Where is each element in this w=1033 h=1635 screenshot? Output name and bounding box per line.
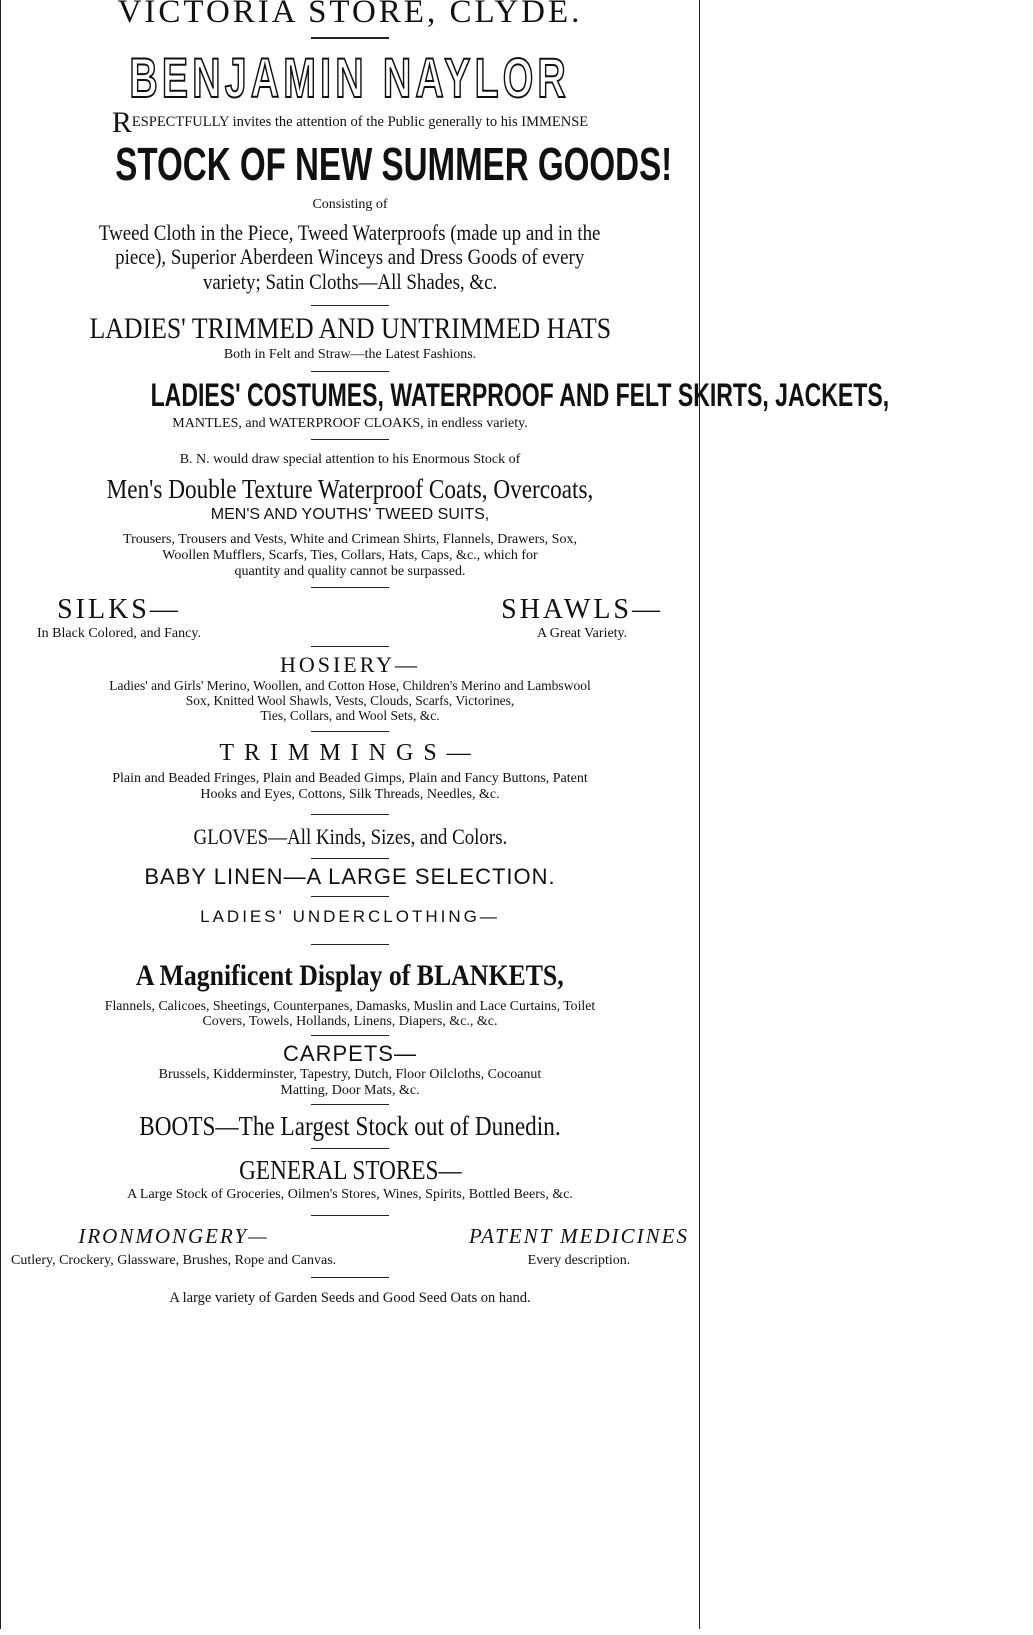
silks-title: SILKS—	[57, 594, 181, 626]
ironmongery-medicines-row	[7, 1224, 693, 1269]
divider	[311, 896, 389, 897]
blankets-line-2: Covers, Towels, Hollands, Linens, Diapers, &c., &c.	[202, 1013, 498, 1029]
divider	[311, 587, 389, 588]
medicines-sub: Every description.	[527, 1252, 631, 1268]
consisting-of: Consisting of	[312, 196, 388, 212]
divider	[311, 37, 389, 39]
mens-intro: B. N. would draw special attention to his Enormous Stock of	[179, 452, 521, 468]
hosiery-details	[7, 678, 693, 723]
ironmongery-sub: Cutlery, Crockery, Glassware, Brushes, Rope and Canvas.	[11, 1252, 337, 1268]
shawls-sub: A Great Variety.	[536, 626, 628, 642]
shawls-block	[501, 594, 663, 642]
cloth-line-3: variety; Satin Cloths—All Shades, &c.	[202, 268, 498, 294]
gloves-line: GLOVES—All Kinds, Sizes, and Colors.	[193, 824, 507, 850]
divider	[311, 814, 389, 815]
intro-line	[7, 105, 693, 139]
mens-suits: MEN'S AND YOUTHS' TWEED SUITS,	[210, 506, 490, 524]
blankets-line-1: Flannels, Calicoes, Sheetings, Counterpanes, Damasks, Muslin and Lace Curtains, Toilet	[104, 998, 596, 1014]
baby-linen-line: BABY LINEN—A LARGE SELECTION.	[144, 864, 556, 890]
trimmings-details	[7, 771, 693, 802]
divider	[311, 1035, 389, 1036]
mens-title: Men's Double Texture Waterproof Coats, Overcoats,	[106, 474, 594, 505]
mens-details	[7, 532, 693, 579]
divider	[311, 731, 389, 732]
proprietor-name: BENJAMIN NAYLOR	[129, 45, 571, 109]
carpets-title: CARPETS—	[283, 1041, 417, 1067]
hats-title: LADIES' TRIMMED AND UNTRIMMED HATS	[89, 311, 611, 345]
divider	[311, 944, 389, 945]
cloth-line-1: Tweed Cloth in the Piece, Tweed Waterproofs (made up and in the	[99, 219, 601, 245]
silks-shawls-row	[7, 594, 693, 642]
stores-line-1: A Large Stock of Groceries, Oilmen's Stores, Wines, Spirits, Bottled Beers, &c.	[127, 1186, 573, 1202]
footer-line: A large variety of Garden Seeds and Good Seed Oats on hand.	[169, 1289, 531, 1306]
hosiery-line-3: Ties, Collars, and Wool Sets, &c.	[260, 708, 440, 724]
hosiery-line-2: Sox, Knitted Wool Shawls, Vests, Clouds, Scarfs, Victorines,	[185, 693, 515, 708]
drop-cap: R	[111, 105, 132, 139]
costumes-sub: MANTLES, and WATERPROOF CLOAKS, in endless variety.	[172, 415, 528, 431]
trimmings-line-1: Plain and Beaded Fringes, Plain and Beaded Gimps, Plain and Fancy Buttons, Patent	[112, 771, 588, 787]
trimmings-line-2: Hooks and Eyes, Cottons, Silk Threads, Needles, &c.	[200, 786, 500, 802]
cloth-section	[7, 221, 693, 295]
divider	[311, 1277, 389, 1278]
costumes-title: LADIES' COSTUMES, WATERPROOF AND FELT SKIRTS, JACKETS,	[150, 376, 890, 413]
divider	[311, 646, 389, 647]
headline: STOCK OF NEW SUMMER GOODS!	[115, 137, 673, 190]
store-name: VICTORIA STORE, CLYDE.	[117, 0, 583, 30]
underclothing-line: LADIES' UNDERCLOTHING—	[200, 906, 500, 926]
carpets-line-1: Brussels, Kidderminster, Tapestry, Dutch, Floor Oilcloths, Cocoanut	[158, 1067, 542, 1083]
mens-line-3: quantity and quality cannot be surpassed.	[234, 563, 466, 579]
divider	[311, 371, 389, 372]
mens-line-2: Woollen Mufflers, Scarfs, Ties, Collars, Hats, Caps, &c., which for	[162, 547, 538, 563]
intro-text: ESPECTFULLY invites the attention of the Public generally to his IMMENSE	[131, 113, 589, 130]
cloth-line-2: piece), Superior Aberdeen Winceys and Dress Goods of every	[115, 244, 585, 270]
medicines-title: PATENT MEDICINES	[468, 1223, 689, 1248]
divider	[311, 439, 389, 440]
silks-block	[37, 594, 201, 642]
medicines-block	[469, 1224, 689, 1269]
boots-line: BOOTS—The Largest Stock out of Dunedin.	[139, 1111, 561, 1142]
ironmongery-block	[11, 1224, 336, 1269]
blankets-title: A Magnificent Display of BLANKETS,	[136, 958, 564, 992]
hats-sub: Both in Felt and Straw—the Latest Fashions.	[223, 347, 477, 363]
hosiery-title: HOSIERY—	[279, 652, 421, 678]
trimmings-title: TRIMMINGS—	[219, 740, 481, 767]
mens-line-1: Trousers, Trousers and Vests, White and Crimean Shirts, Flannels, Drawers, Sox,	[123, 532, 577, 548]
ironmongery-title: IRONMONGERY—	[78, 1223, 269, 1248]
divider	[311, 1215, 389, 1216]
divider	[311, 858, 389, 859]
hosiery-line-1: Ladies' and Girls' Merino, Woollen, and Cotton Hose, Children's Merino and Lambswool	[109, 677, 591, 693]
carpets-details	[7, 1067, 693, 1098]
stores-title: GENERAL STORES—	[238, 1154, 462, 1185]
divider	[311, 1104, 389, 1105]
divider	[311, 305, 389, 306]
silks-sub: In Black Colored, and Fancy.	[37, 626, 201, 642]
divider	[311, 1148, 389, 1149]
carpets-line-2: Matting, Door Mats, &c.	[280, 1082, 420, 1098]
blankets-details	[7, 998, 693, 1029]
shawls-title: SHAWLS—	[501, 594, 663, 626]
